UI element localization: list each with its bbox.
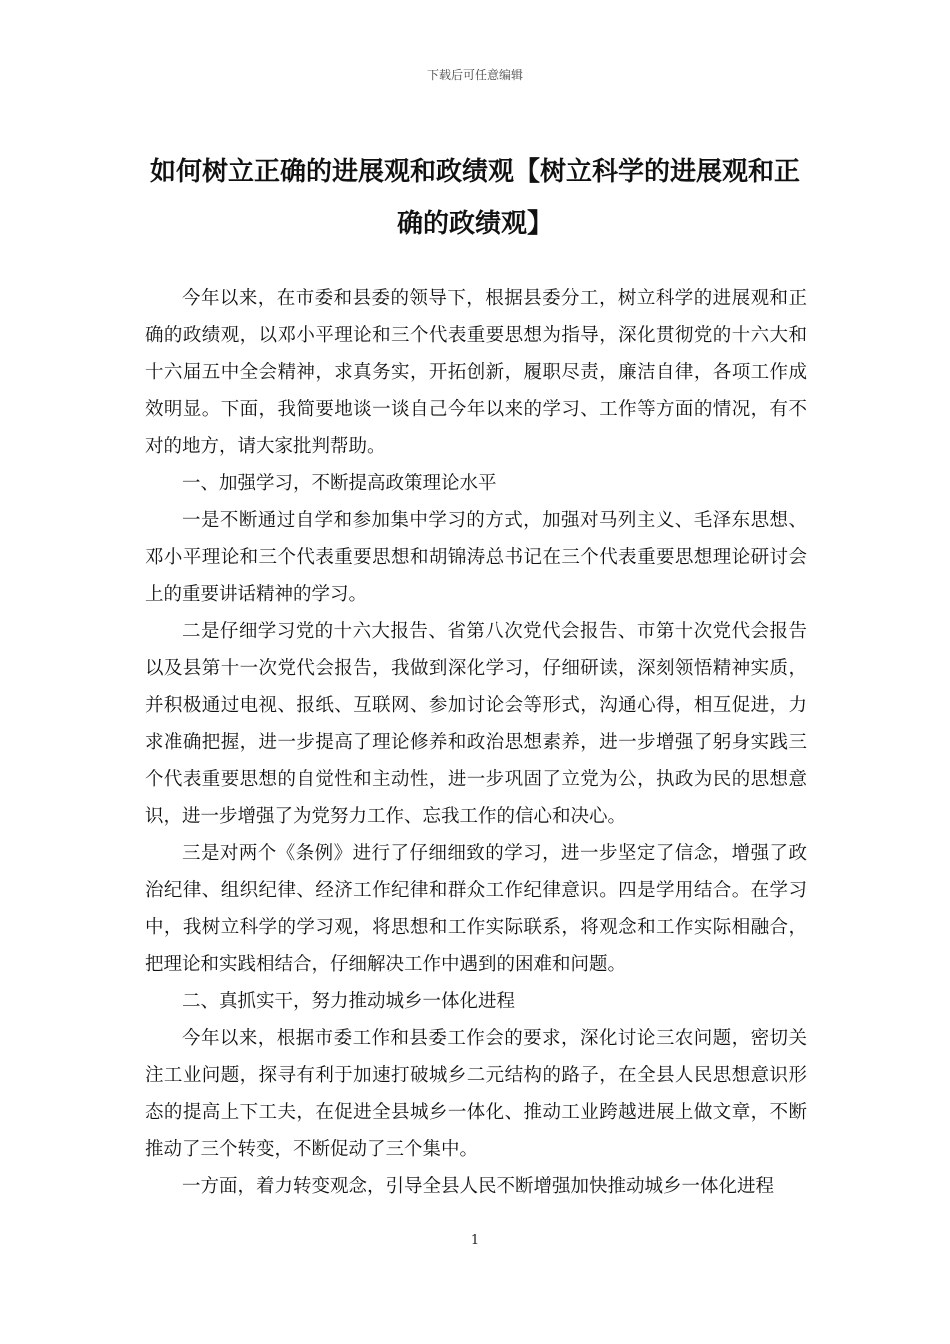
section-heading: 二、真抓实干，努力推动城乡一体化进程 bbox=[182, 991, 516, 1012]
paragraph: 今年以来，在市委和县委的领导下，根据县委分工，树立科学的进展观和正确的政绩观，以邓小平理论和三个代表重要思想为指导，深化贯彻党的十六大和十六届五中全会精神，求真务实，开拓创新，履职尽责，廉洁自律，各项工作成效明显。下面，我简要地谈一谈自己今年以来的学习、工作等方面的情况，有不对的地方，请大家批判帮助。 bbox=[145, 288, 807, 457]
page-number: 1 bbox=[470, 1233, 480, 1248]
section-heading: 一、加强学习，不断提高政策理论水平 bbox=[182, 473, 497, 494]
paragraph: 一方面，着力转变观念，引导全县人民不断增强加快推动城乡一体化进程 bbox=[182, 1176, 775, 1197]
paragraph: 三是对两个《条例》进行了仔细细致的学习，进一步坚定了信念，增强了政治纪律、组织纪律、经济工作纪律和群众工作纪律意识。四是学用结合。在学习中，我树立科学的学习观，将思想和工作实际联系，将观念和工作实际相融合，把理论和实践相结合，仔细解决工作中遇到的困难和问题。 bbox=[145, 843, 807, 975]
document-body bbox=[145, 280, 807, 1205]
document-title: 如何树立正确的进展观和政绩观【树立科学的进展观和正确的政绩观】 bbox=[149, 157, 800, 239]
page-header-note: 下载后可任意编辑 bbox=[426, 68, 523, 82]
paragraph: 二是仔细学习党的十六大报告、省第八次党代会报告、市第十次党代会报告以及县第十一次党代会报告，我做到深化学习，仔细研读，深刻领悟精神实质，并积极通过电视、报纸、互联网、参加讨论会等形式，沟通心得，相互促进，力求准确把握，进一步提高了理论修养和政治思想素养，进一步增强了躬身实践三个代表重要思想的自觉性和主动性，进一步巩固了立党为公，执政为民的思想意识，进一步增强了为党努力工作、忘我工作的信心和决心。 bbox=[145, 621, 807, 827]
paragraph: 今年以来，根据市委工作和县委工作会的要求，深化讨论三农问题，密切关注工业问题，探寻有利于加速打破城乡二元结构的路子，在全县人民思想意识形态的提高上下工夫，在促进全县城乡一体化、推动工业跨越进展上做文章，不断推动了三个转变，不断促动了三个集中。 bbox=[145, 1028, 807, 1160]
paragraph: 一是不断通过自学和参加集中学习的方式，加强对马列主义、毛泽东思想、邓小平理论和三个代表重要思想和胡锦涛总书记在三个代表重要思想理论研讨会上的重要讲话精神的学习。 bbox=[145, 510, 807, 605]
